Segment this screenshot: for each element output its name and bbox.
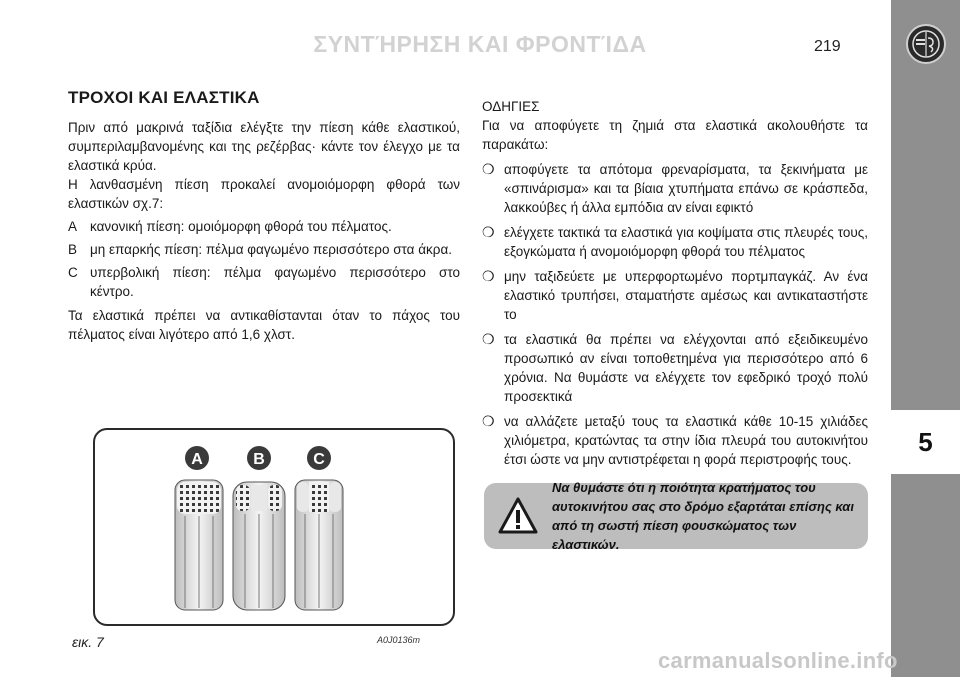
chapter-tab[interactable]: 5 [891, 410, 960, 474]
warning-box [484, 480, 868, 552]
bullet-circle-icon: ❍ [482, 161, 495, 177]
label-c: C [313, 451, 325, 468]
tire-wear-figure [93, 428, 455, 626]
definition-item [68, 217, 460, 236]
definition-letter: A [68, 219, 78, 234]
list-item-text: να αλλάζετε μεταξύ τους τα ελαστικά κάθε 10-15 χιλιάδες χιλιόμετρα, κρατώντας τα στην ίδια πλευρά του αυτοκινήτου έτσι ώστε να μην αντιστρέφεται η φορά περιστροφής τους. [504, 414, 868, 467]
bullet-circle-icon: ❍ [482, 224, 495, 240]
tire-a [175, 480, 223, 610]
watermark: carmanualsonline.info [658, 648, 898, 673]
definition-text: υπερβολική πίεση: πέλμα φαγωμένο περισσότερο στο κέντρο. [90, 265, 460, 299]
definition-item [68, 240, 460, 259]
chapter-sidebar [891, 0, 960, 677]
warning-triangle-icon [498, 496, 538, 536]
definition-letter: C [68, 265, 78, 280]
bullet-circle-icon: ❍ [482, 413, 495, 429]
pressure-paragraph: Η λανθασμένη πίεση προκαλεί ανομοιόμορφη φθορά των ελαστικών σχ.7: [68, 177, 460, 211]
bullet-circle-icon: ❍ [482, 331, 495, 347]
tire-wear-illustration [95, 430, 453, 624]
warning-text: Να θυμάστε ότι η ποιότητα κρατήματος του αυτοκινήτου σας στο δρόμο εξαρτάται επίσης και από τη σωστή πίεση φουσκώματος των ελαστικών. [552, 480, 854, 552]
label-b: B [253, 451, 265, 468]
list-item [482, 412, 868, 469]
definition-letter: B [68, 242, 78, 257]
definition-text: κανονική πίεση: ομοιόμορφη φθορά του πέλματος. [90, 219, 392, 234]
section-title: ΤΡΟΧΟΙ ΚΑΙ ΕΛΑΣΤΙΚΑ [68, 88, 260, 107]
bullet-circle-icon: ❍ [482, 268, 495, 284]
list-item [482, 223, 868, 261]
list-item [482, 330, 868, 406]
left-column [68, 88, 460, 344]
figure-code: A0J0136m [377, 635, 421, 645]
figure-caption: εικ. 7 [72, 634, 104, 650]
list-item-text: τα ελαστικά θα πρέπει να ελέγχονται από εξειδικευμένο προσωπικό αν είναι τοποθετημένα για περισσότερο από 6 χρόνια. Να θυμάστε να ελέγχετε τον εφεδρικό τροχό πολύ προσεκτικά [504, 332, 868, 404]
page-header-title: ΣΥΝΤΉΡΗΣΗ ΚΑΙ ΦΡΟΝΤΊΔΑ [313, 31, 647, 57]
list-item [482, 160, 868, 217]
tire-c [295, 480, 343, 610]
page-number: 219 [814, 38, 841, 55]
instructions-intro: Για να αποφύγετε τη ζημιά στα ελαστικά ακολουθήστε τα παρακάτω: [482, 118, 868, 152]
right-column [482, 97, 868, 469]
instructions-heading: ΟΔΗΓΙΕΣ [482, 99, 540, 114]
list-item [482, 267, 868, 324]
label-a: A [191, 451, 203, 468]
list-item-text: αποφύγετε τα απότομα φρεναρίσματα, τα ξεκινήματα με «σπινάρισμα» και τα βίαια χτυπήματα επάνω σε κράσπεδα, λακκούβες ή άλλα εμπόδια αν είναι εφικτό [504, 162, 868, 215]
definition-item [68, 263, 460, 301]
tire-b [233, 482, 285, 610]
list-item-text: μην ταξιδεύετε με υπερφορτωμένο πορτμπαγκάζ. Αν ένα ελαστικό τρυπήσει, σταματήστε αμέσως και αντικαταστήστε το [504, 269, 868, 322]
list-item-text: ελέγχετε τακτικά τα ελαστικά για κοψίματα στις πλευρές τους, εξογκώματα ή ανομοιόμορφη φθορά του πέλματος [504, 225, 868, 259]
definition-text: μη επαρκής πίεση: πέλμα φαγωμένο περισσότερο στα άκρα. [90, 242, 453, 257]
intro-paragraph: Πριν από μακρινά ταξίδια ελέγξτε την πίεση κάθε ελαστικού, συμπεριλαμβανομένης και της ρεζέρβας· κάντε τον έλεγχο με τα ελαστικά κρύα. [68, 120, 460, 173]
replacement-paragraph: Τα ελαστικά πρέπει να αντικαθίστανται όταν το πάχος του πέλματος είναι λιγότερο από 1,6 χλστ. [68, 308, 460, 342]
